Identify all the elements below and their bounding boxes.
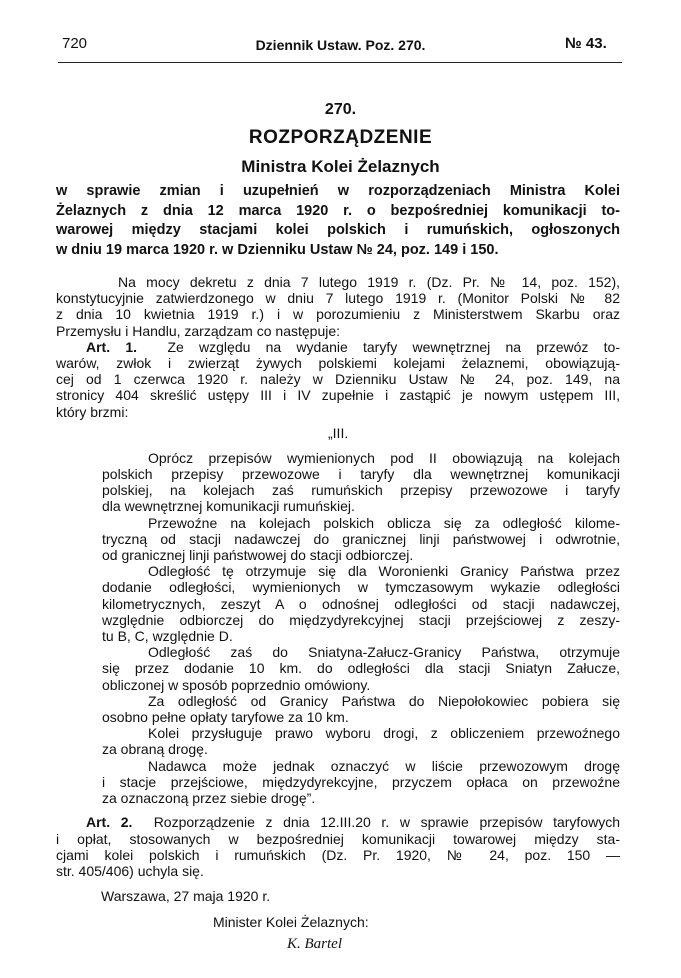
- quote-paragraph: [102, 515, 620, 564]
- line-text: i stacje przejściowe, międzydyrekcyjne, przyczem opłaca on przewoźne: [102, 773, 620, 790]
- text-line: [102, 693, 620, 709]
- line-text: od granicznej linji państwowej do stacji odbiorczej.: [102, 547, 414, 564]
- line-text: tu B, C, względnie D.: [102, 628, 233, 645]
- quote-paragraph: [102, 693, 620, 725]
- line-text: Za odległość od Granicy Państwa do Niepołokowiec pobiera się: [148, 692, 620, 709]
- text-line: [56, 814, 620, 830]
- running-title: Dziennik Ustaw. Poz. 270.: [255, 37, 426, 53]
- text-line: [56, 274, 620, 290]
- page-number: 720: [62, 35, 88, 52]
- line-text: Rozporządzenie z dnia 12.III.20 r. w sprawie przepisów taryfowych: [153, 814, 621, 831]
- line-text: Kolei przysługuje prawo wyboru drogi, z obliczeniem przewoźnego: [148, 725, 620, 742]
- line-text: osobno pełne opłaty taryfowe za 10 km.: [102, 709, 349, 726]
- line-text: cjami kolei polskich i rumuńskich (Dz. Pr. 1920, № 24, poz. 150 —: [56, 846, 620, 863]
- line-text: polskich przepisy przewozowe i taryfy dla wewnętrznej komunikacji: [102, 466, 620, 483]
- text-line: [56, 182, 620, 202]
- line-text: str. 405/406) uchyla się.: [56, 862, 204, 879]
- article-2: [56, 814, 620, 879]
- text-line: [56, 306, 620, 322]
- text-line: [56, 404, 620, 420]
- text-line: [56, 847, 620, 863]
- line-text: Nadawca może jednak oznaczyć w liście przewozowym drogę: [148, 757, 620, 774]
- line-text: Przewoźne na kolejach polskich oblicza się za odległość kilome-: [148, 514, 620, 531]
- line-text: Odległość zaś do Sniatyna-Załucz-Granicy Państwa, otrzymuje: [148, 644, 620, 661]
- text-line: [102, 531, 620, 547]
- text-line: [102, 758, 620, 774]
- line-text: kilometrycznych, zeszyt A o odnośnej odległości od stacji nadawczej,: [102, 595, 620, 612]
- line-text: polskiej, na kolejach zaś rumuńskich przepisy przewozowe i taryfy: [102, 482, 620, 499]
- article-1: [56, 339, 620, 420]
- line-text: konstytucyjnie zatwierdzonego w dniu 7 lutego 1919 r. (Monitor Polski № 82: [56, 290, 620, 307]
- signatory-title: Minister Kolei Żelaznych:: [213, 914, 369, 931]
- act-title: [56, 182, 620, 260]
- text-line: [102, 741, 620, 757]
- text-line: [102, 482, 620, 498]
- text-line: [56, 202, 620, 222]
- text-line: [56, 339, 620, 355]
- text-line: [102, 466, 620, 482]
- text-line: [102, 628, 620, 644]
- line-text: warów, zwłok i zwierząt żywych polskiemi kolejami żelaznemi, obowiązują-: [56, 355, 620, 372]
- line-text: Na mocy dekretu z dnia 7 lutego 1919 r. (Dz. Pr. № 14, poz. 152),: [118, 274, 620, 290]
- line-text: dla wewnętrznej komunikacji rumuńskiej.: [102, 498, 355, 515]
- text-line: [56, 323, 620, 339]
- line-text: warowej między stacjami kolei polskich i rumuńskich, ogłoszonych: [56, 222, 620, 238]
- line-text: cej od 1 czerwca 1920 r. należy w Dzienniku Ustaw № 24, poz. 149, na: [56, 371, 620, 388]
- line-text: i opłat, stosowanych w bezpośredniej komunikacji towarowej między sta-: [56, 830, 620, 847]
- text-line: [56, 221, 620, 241]
- text-line: [102, 709, 620, 725]
- text-line: [102, 498, 620, 514]
- act-number: 270.: [324, 101, 357, 118]
- line-text: Żelaznych z dnia 12 marca 1920 r. o bezpośredniej komunikacji to-: [56, 202, 620, 219]
- preamble: [56, 274, 620, 339]
- quote-paragraph: [102, 563, 620, 644]
- text-line: [102, 547, 620, 563]
- text-line: [56, 863, 620, 879]
- line-text: względnie odbiorczej do międzydyrekcyjnej stacji przejściowej z zeszy-: [102, 611, 620, 628]
- text-line: [102, 596, 620, 612]
- line-text: się przez dodanie 10 km. do odległości dla stacji Sniatyn Załucze,: [102, 660, 620, 677]
- quote-paragraph: [102, 758, 620, 807]
- line-text: z dnia 10 kwietnia 1919 r.) i w porozumieniu z Ministerstwem Skarbu oraz: [56, 306, 620, 323]
- quote-paragraph: [102, 644, 620, 693]
- text-line: [102, 725, 620, 741]
- article-label: Art. 2.: [86, 814, 133, 831]
- quote-heading: „III.: [328, 424, 349, 441]
- line-text: tryczną od stacji nadawczej do granicznej linji państwowej i odwrotnie,: [102, 530, 620, 547]
- line-text: który brzmi:: [56, 403, 129, 420]
- line-text: Oprócz przepisów wymienionych pod II obowiązują na kolejach: [148, 449, 620, 466]
- text-line: [102, 677, 620, 693]
- text-line: [56, 831, 620, 847]
- quote-paragraph: [102, 450, 620, 515]
- line-text: za obraną drogę.: [102, 741, 208, 758]
- line-text: Przemysłu i Handlu, zarządzam co następuje:: [56, 322, 341, 339]
- line-text: za oznaczoną przez siebie drogę”.: [102, 790, 316, 807]
- text-line: [56, 387, 620, 403]
- text-line: [102, 579, 620, 595]
- article-label: Art. 1.: [86, 338, 138, 355]
- place-date: Warszawa, 27 maja 1920 r.: [101, 888, 271, 905]
- text-line: [56, 290, 620, 306]
- act-type: ROZPORZĄDZENIE: [248, 127, 433, 148]
- line-text: Ze względu na wydanie taryfy wewnętrznej na przewóz to-: [167, 338, 620, 355]
- line-text: Odległość tę otrzymuje się dla Woronienki Granicy Państwa przez: [148, 563, 620, 580]
- quote-paragraph: [102, 725, 620, 757]
- quoted-section: [102, 450, 620, 806]
- text-line: [102, 660, 620, 676]
- signatory-name: K. Bartel: [287, 936, 342, 953]
- line-text: obliczonej w sposób poprzednio omówiony.: [102, 676, 371, 693]
- text-line: [102, 563, 620, 579]
- line-text: dodanie odległości, wymienionych w tymczasowym wykazie odległości: [102, 579, 620, 596]
- text-line: [102, 515, 620, 531]
- text-line: [56, 241, 620, 261]
- text-line: [102, 450, 620, 466]
- text-line: [102, 774, 620, 790]
- text-line: [56, 355, 620, 371]
- text-line: [102, 644, 620, 660]
- act-issuer: Ministra Kolei Żelaznych: [241, 157, 440, 176]
- text-line: [102, 790, 620, 806]
- text-line: [102, 612, 620, 628]
- line-text: stronicy 404 skreślić ustępy III i IV zupełnie i zastąpić je nowym ustępem III,: [56, 387, 620, 404]
- issue-number: № 43.: [565, 35, 607, 52]
- text-line: [56, 371, 620, 387]
- line-text: w sprawie zmian i uzupełnień w rozporządzeniach Ministra Kolei: [56, 183, 620, 199]
- line-text: w dniu 19 marca 1920 r. w Dzienniku Ustaw № 24, poz. 149 i 150.: [56, 241, 499, 258]
